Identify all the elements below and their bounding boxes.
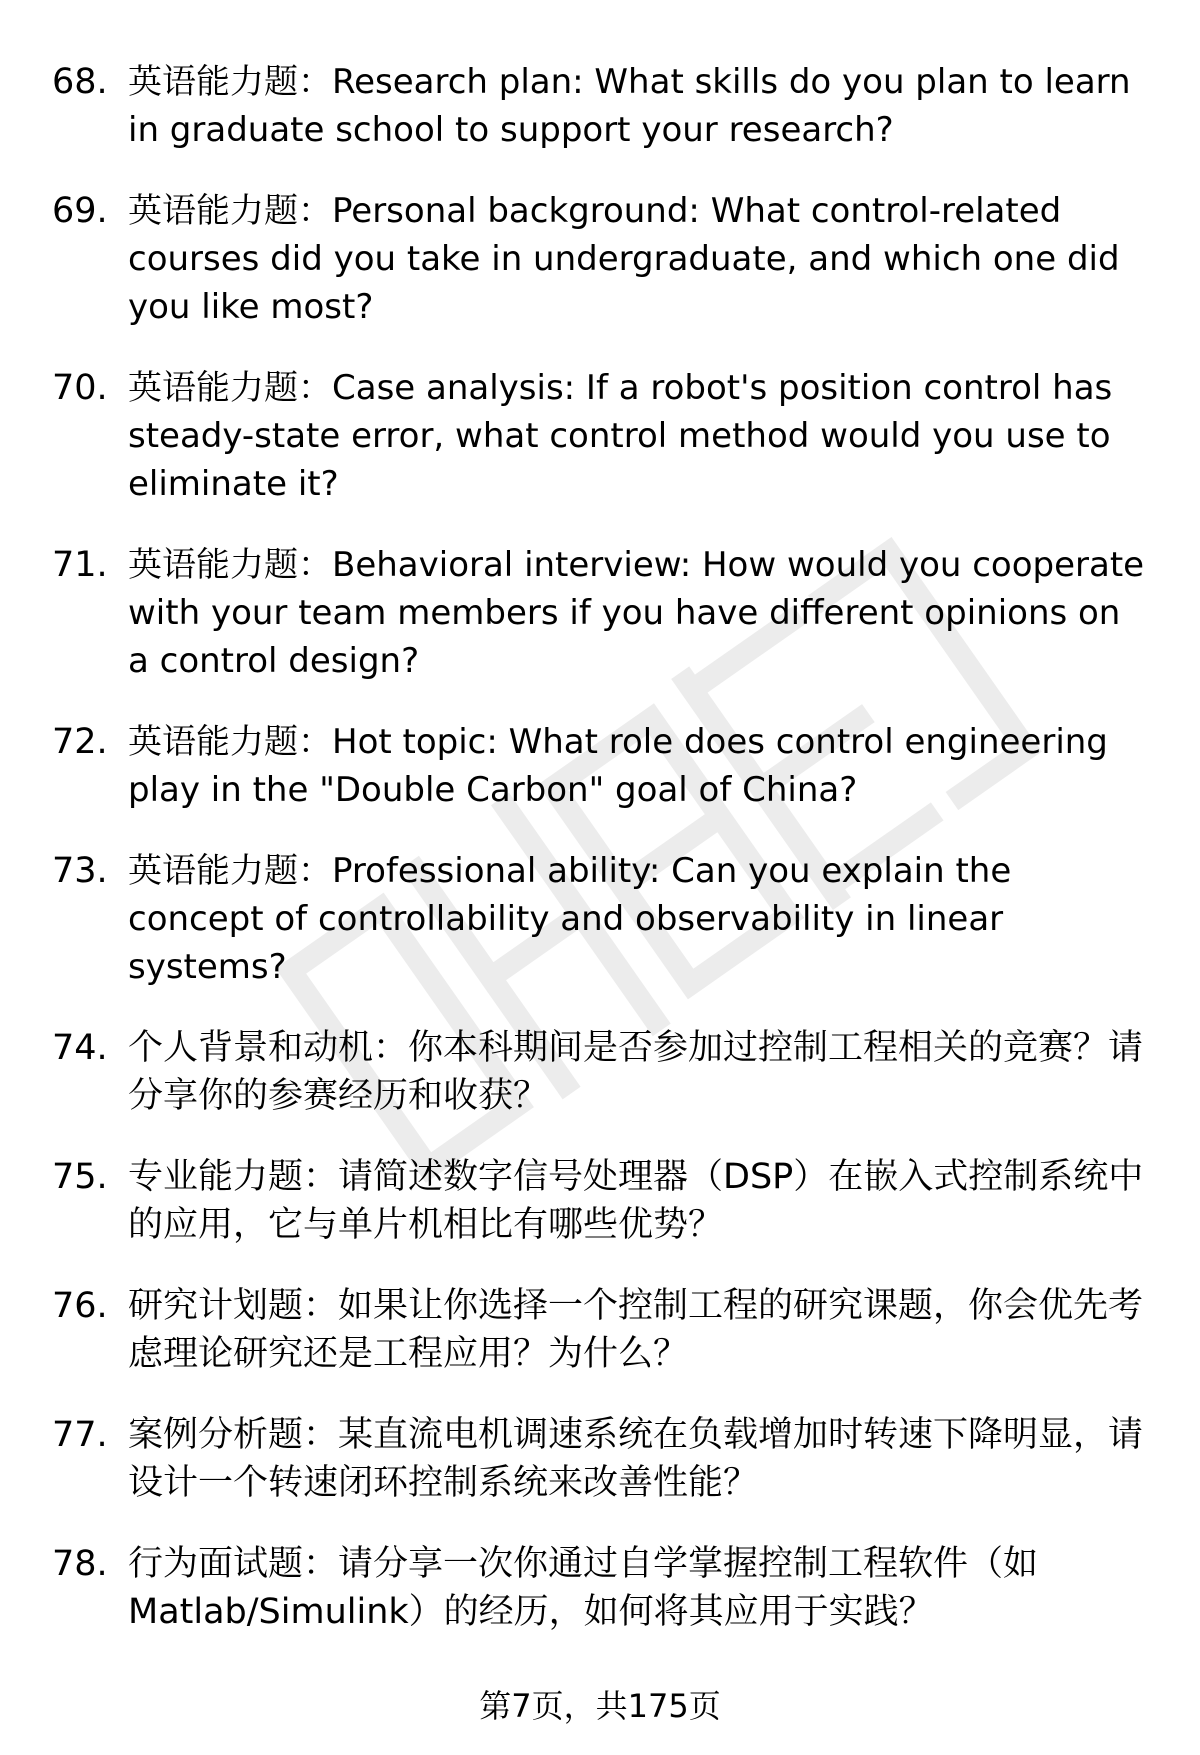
question-number: 70. (52, 368, 108, 408)
question-number: 76. (52, 1286, 108, 1326)
list-item (0, 1411, 1200, 1507)
question-number: 69. (52, 191, 108, 231)
list-item (0, 58, 1200, 154)
question-number: 75. (52, 1157, 108, 1197)
question-text: 案例分析题：某直流电机调速系统在负载增加时转速下降明显，请设计一个转速闭环控制系统来改善性能？ (128, 1415, 1144, 1503)
question-text: 行为面试题：请分享一次你通过自学掌握控制工程软件（如Matlab/Simulink）的经历，如何将其应用于实践？ (128, 1544, 1039, 1632)
question-list (0, 58, 1200, 1669)
question-text: 研究计划题：如果让你选择一个控制工程的研究课题，你会优先考虑理论研究还是工程应用？为什么？ (128, 1286, 1144, 1374)
list-item (0, 1024, 1200, 1120)
question-number: 68. (52, 62, 108, 102)
list-item (0, 1153, 1200, 1249)
question-text: 英语能力题：Personal background: What control-related courses did you take in undergraduate, and which one did you like most? (128, 191, 1120, 327)
list-item (0, 1540, 1200, 1636)
question-number: 71. (52, 545, 108, 585)
question-text: 专业能力题：请简述数字信号处理器（DSP）在嵌入式控制系统中的应用，它与单片机相比有哪些优势？ (128, 1157, 1144, 1245)
question-number: 78. (52, 1544, 108, 1584)
question-text: 个人背景和动机：你本科期间是否参加过控制工程相关的竞赛？请分享你的参赛经历和收获？ (128, 1028, 1144, 1116)
question-text: 英语能力题：Hot topic: What role does control engineering play in the "Double Carbon" goal of China? (128, 722, 1108, 810)
list-item (0, 718, 1200, 814)
question-text: 英语能力题：Case analysis: If a robot's position control has steady-state error, what control method would you use to eliminate it? (128, 368, 1113, 504)
question-number: 77. (52, 1415, 108, 1455)
list-item (0, 847, 1200, 991)
question-number: 73. (52, 851, 108, 891)
question-text: 英语能力题：Professional ability: Can you explain the concept of controllability and observability in linear systems? (128, 851, 1012, 987)
question-text: 英语能力题：Behavioral interview: How would you cooperate with your team members if you have different opinions on a control design? (128, 545, 1145, 681)
question-text: 英语能力题：Research plan: What skills do you plan to learn in graduate school to support your research? (128, 62, 1131, 150)
list-item (0, 1282, 1200, 1378)
page-number-footer: 第7页，共175页 (479, 1687, 721, 1725)
list-item (0, 541, 1200, 685)
question-number: 72. (52, 722, 108, 762)
list-item (0, 187, 1200, 331)
question-number: 74. (52, 1028, 108, 1068)
list-item (0, 364, 1200, 508)
